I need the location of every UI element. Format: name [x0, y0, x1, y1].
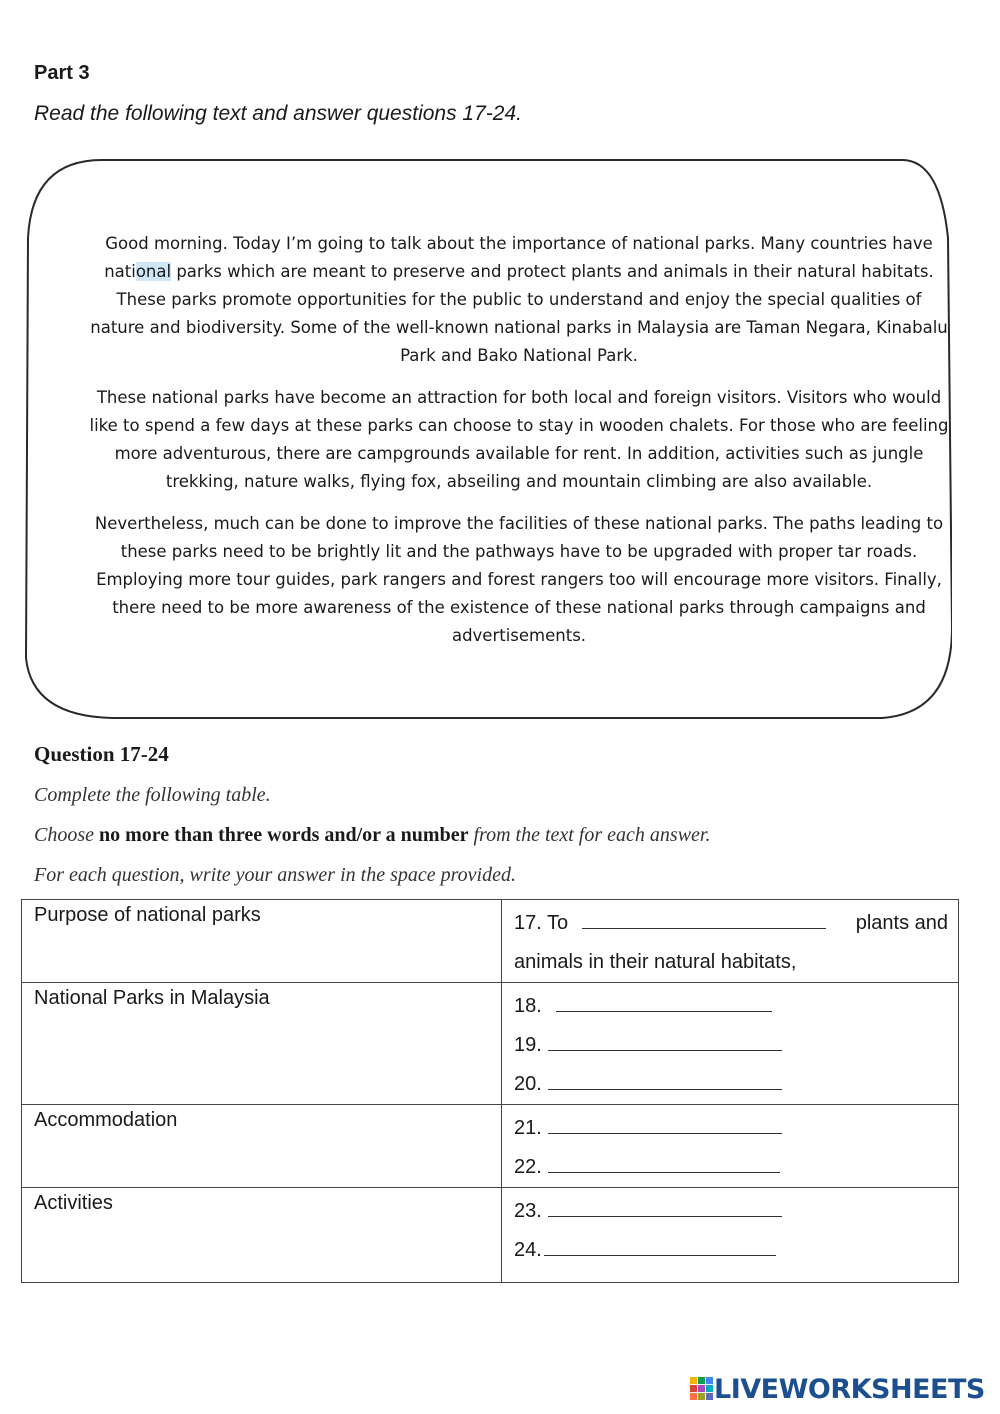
answer-blank-19[interactable]	[548, 1034, 782, 1051]
question-21-label: 21.	[514, 1117, 542, 1139]
question-20-label: 20.	[514, 1073, 542, 1095]
questions-title: Question 17-24	[34, 742, 169, 766]
part-title: Part 3	[34, 62, 90, 84]
answer-blank-21[interactable]	[548, 1117, 782, 1134]
highlighted-text: onal	[135, 262, 172, 281]
row-label: Accommodation	[22, 1105, 502, 1188]
table-row	[22, 1105, 959, 1188]
row-label: Activities	[22, 1188, 502, 1283]
liveworksheets-logo[interactable]	[690, 1374, 985, 1404]
answer-blank-18[interactable]	[556, 995, 772, 1012]
question-18-label: 18.	[514, 995, 542, 1017]
questions-instruction-2: Choose no more than three words and/or a number from the text for each answer.	[34, 824, 711, 846]
reading-passage	[88, 230, 950, 664]
question-17-label: 17. To	[514, 912, 569, 934]
table-row	[22, 983, 959, 1105]
questions-instruction-1: Complete the following table.	[34, 784, 271, 806]
question-22-label: 22.	[514, 1156, 542, 1178]
row-label: National Parks in Malaysia	[22, 983, 502, 1105]
question-17-line2: animals in their natural habitats,	[514, 951, 797, 973]
answer-blank-20[interactable]	[548, 1073, 782, 1090]
passage-paragraph-2: These national parks have become an attraction for both local and foreign visitors. Visitors who would like to spend a few days at these parks can choose to stay in wooden chalets. For those who are feeling more adventurous, there are campgrounds available for rent. In addition, activities such as jungle trekking, nature walks, flying fox, abseiling and mountain climbing are also available.	[89, 388, 949, 491]
row-label: Purpose of national parks	[22, 900, 502, 983]
questions-instruction-3: For each question, write your answer in the space provided.	[34, 864, 516, 886]
part-instruction: Read the following text and answer questions 17-24.	[34, 102, 522, 125]
passage-paragraph-3: Nevertheless, much can be done to improve the facilities of these national parks. The paths leading to these parks need to be brightly lit and the pathways have to be upgraded with proper tar roads. Employing more tour guides, park rangers and forest rangers too will encourage more visitors. Finally, there need to be more awareness of the existence of these national parks through campaigns and advertisements.	[94, 514, 944, 645]
passage-paragraph-1: Good morning. Today I’m going to talk about the importance of national parks. Many countries have national parks which are meant to preserve and protect plants and animals in their natural habitats. These parks promote opportunities for the public to understand and enjoy the special qualities of nature and biodiversity. Some of the well-known national parks in Malaysia are Taman Negara, Kinabalu Park and Bako National Park.	[90, 234, 948, 365]
answer-blank-23[interactable]	[548, 1200, 782, 1217]
answer-table	[21, 899, 959, 1283]
answer-blank-17[interactable]	[582, 912, 826, 929]
question-17-after: plants and	[855, 912, 948, 934]
logo-icon	[690, 1377, 714, 1401]
answer-blank-24[interactable]	[544, 1239, 776, 1256]
question-23-label: 23.	[514, 1200, 542, 1222]
table-row	[22, 900, 959, 983]
question-24-label: 24.	[514, 1239, 542, 1261]
table-row	[22, 1188, 959, 1283]
question-19-label: 19.	[514, 1034, 542, 1056]
answer-blank-22[interactable]	[548, 1156, 780, 1173]
logo-text: LIVEWORKSHEETS	[714, 1373, 985, 1405]
